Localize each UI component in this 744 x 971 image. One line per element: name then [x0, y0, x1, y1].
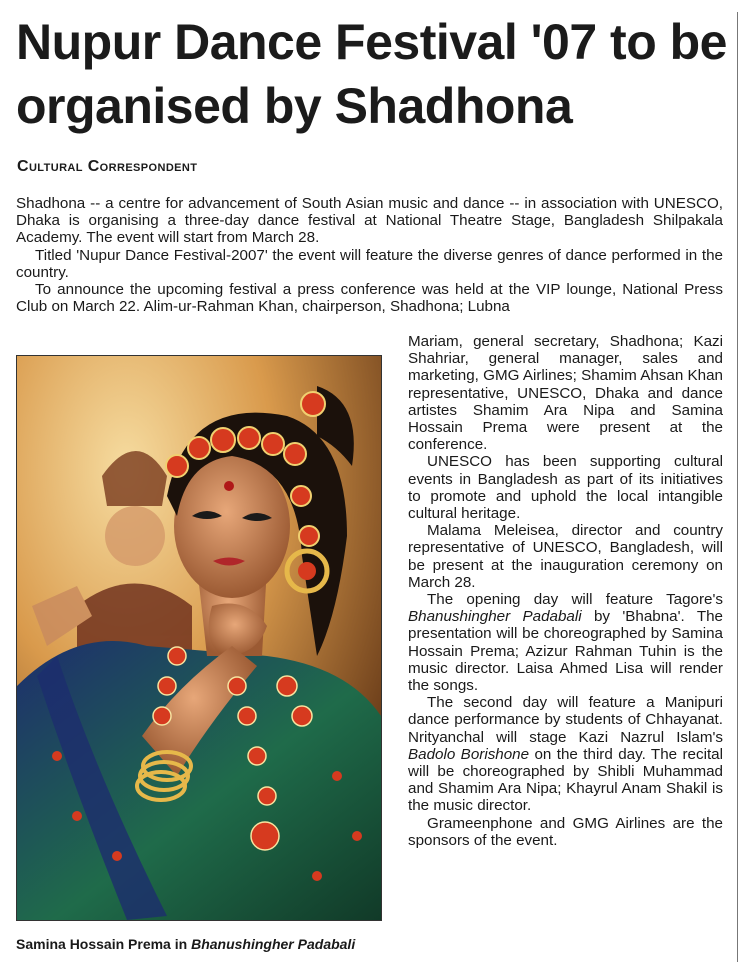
- column-rule: [737, 12, 738, 962]
- paragraph-7: [408, 694, 723, 814]
- paragraph-3-cont: Mariam, general secretary, Shadhona; Kazi Shahriar, general manager, sales and marketing, GMG Airlines; Shamim Ahsan Khan representative, UNESCO, Dhaka and dance artistes Shamim Ara Nipa and Samina Hossain Prema were present at the conference.: [408, 333, 723, 454]
- dancer-photo: [16, 355, 382, 921]
- paragraph-9: Grameenphone and GMG Airlines are the sponsors of the event.: [408, 814, 723, 849]
- article-body-column: [408, 333, 723, 849]
- headline: Nupur Dance Festival '07 to be organised by Shadhona: [16, 14, 727, 134]
- paragraph-8-b: on the third day. The recital will be choreographed by Shibli Muhammad and Shamim Ara Nipa; Khayrul Anam Shakil is the music director.: [408, 745, 723, 815]
- photo-caption: [16, 936, 355, 952]
- paragraph-2: Titled 'Nupur Dance Festival-2007' the event will feature the diverse genres of dance performed in the country.: [16, 246, 723, 281]
- paragraph-8-title: Badolo Borishone: [408, 745, 530, 763]
- paragraph-8-a: Nazrul Islam's: [620, 728, 723, 746]
- paragraph-6-b: by 'Bhabna'. The presentation will be choreographed by Samina Hossain Prema; Azizur Rahman Tuhin is the music director. Laisa Ahmed Lisa will render the songs.: [408, 608, 723, 695]
- paragraph-7-text: The second day will feature a Manipuri dance performance by students of Chhayanat. Nrityanchal will stage Kazi: [408, 694, 723, 746]
- paragraph-1: Shadhona -- a centre for advancement of South Asian music and dance -- in association with UNESCO, Dhaka is organising a three-day dance festival at National Theatre Stage, Bangladesh Shilpakala Academy. The event will start from March 28.: [16, 195, 723, 247]
- caption-title: Bhanushingher Padabali: [191, 936, 356, 952]
- paragraph-6: [408, 591, 723, 694]
- article-body-top: [16, 195, 723, 315]
- paragraph-3-start: To announce the upcoming festival a press conference was held at the VIP lounge, National Press Club on March 22. Alim-ur-Rahman Khan, chairperson, Shadhona; Lubna: [16, 281, 723, 316]
- caption-text: Samina Hossain Prema in: [16, 936, 192, 952]
- paragraph-5: Malama Meleisea, director and country representative of UNESCO, Bangladesh, will be present at the inauguration ceremony on March 28.: [408, 522, 723, 591]
- byline: Cultural Correspondent: [17, 158, 198, 175]
- paragraph-6-title: Bhanushingher Padabali: [408, 608, 582, 626]
- paragraph-6-a: The opening day will feature Tagore's: [427, 591, 723, 609]
- paragraph-4: UNESCO has been supporting cultural events in Bangladesh as part of its initiatives to promote and uphold the local intangible cultural heritage.: [408, 453, 723, 523]
